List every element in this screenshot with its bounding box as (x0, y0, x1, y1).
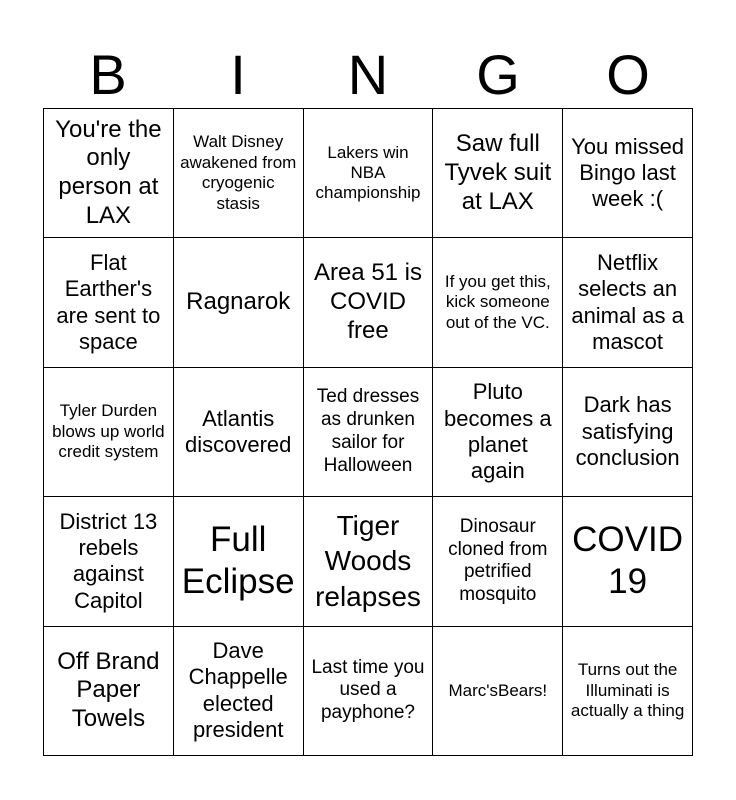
bingo-cell[interactable]: Saw full Tyvek suit at LAX (433, 109, 563, 238)
bingo-cell[interactable]: Pluto becomes a planet again (433, 368, 563, 497)
bingo-cell[interactable]: Netflix selects an animal as a mascot (563, 238, 693, 367)
bingo-cell[interactable]: Last time you used a payphone? (304, 627, 434, 756)
bingo-cell[interactable]: Full Eclipse (174, 497, 304, 626)
bingo-cell[interactable]: Tiger Woods relapses (304, 497, 434, 626)
header-letter-o: O (606, 43, 650, 106)
bingo-cell[interactable]: Lakers win NBA championship (304, 109, 434, 238)
header-letter-b: B (89, 43, 127, 106)
header-letter-n: N (347, 43, 389, 106)
bingo-cell[interactable]: Walt Disney awakened from cryogenic stasis (174, 109, 304, 238)
bingo-cell[interactable]: You missed Bingo last week :( (563, 109, 693, 238)
bingo-cell[interactable]: Dinosaur cloned from petrified mosquito (433, 497, 563, 626)
bingo-cell[interactable]: Dave Chappelle elected president (174, 627, 304, 756)
bingo-cell[interactable]: Ragnarok (174, 238, 304, 367)
bingo-cell[interactable]: Flat Earther's are sent to space (44, 238, 174, 367)
bingo-cell[interactable]: You're the only person at LAX (44, 109, 174, 238)
bingo-cell[interactable]: Dark has satisfying conclusion (563, 368, 693, 497)
bingo-cell[interactable]: Turns out the Illuminati is actually a thing (563, 627, 693, 756)
header-letter-g: G (476, 43, 520, 106)
bingo-cell[interactable]: Ted dresses as drunken sailor for Halloween (304, 368, 434, 497)
bingo-cell[interactable]: COVID 19 (563, 497, 693, 626)
bingo-cell[interactable]: Atlantis discovered (174, 368, 304, 497)
bingo-cell[interactable]: Marc'sBears! (433, 627, 563, 756)
header-letter-i: I (230, 43, 246, 106)
bingo-cell[interactable]: Tyler Durden blows up world credit system (44, 368, 174, 497)
bingo-cell[interactable]: If you get this, kick someone out of the VC. (433, 238, 563, 367)
bingo-board (43, 108, 693, 756)
bingo-cell[interactable]: Area 51 is COVID free (304, 238, 434, 367)
bingo-cell[interactable]: Off Brand Paper Towels (44, 627, 174, 756)
bingo-header (43, 40, 693, 108)
bingo-cell[interactable]: District 13 rebels against Capitol (44, 497, 174, 626)
